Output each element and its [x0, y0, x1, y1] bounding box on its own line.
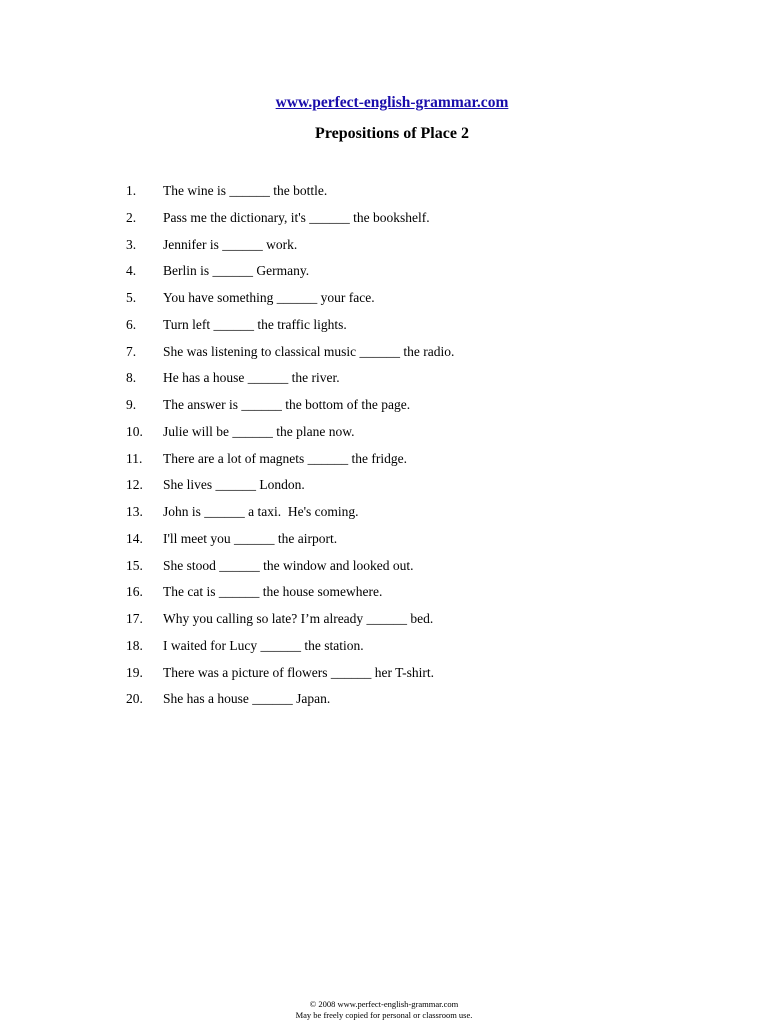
exercise-sentence: Turn left ______ the traffic lights.: [163, 316, 347, 332]
exercise-item: [0, 316, 700, 343]
exercise-number: 15.: [126, 557, 143, 573]
exercise-sentence: I waited for Lucy ______ the station.: [163, 637, 364, 653]
exercise-item: [0, 289, 700, 316]
exercise-item: [0, 690, 700, 717]
exercise-number: 20.: [126, 691, 143, 707]
exercise-item: [0, 637, 700, 664]
exercise-sentence: The answer is ______ the bottom of the page.: [163, 397, 411, 412]
exercise-item: [0, 664, 700, 691]
exercise-sentence: You have something ______ your face.: [163, 290, 375, 305]
exercise-number: 16.: [126, 584, 143, 600]
exercise-sentence: John is ______ a taxi. He's coming.: [163, 504, 359, 519]
exercise-item: [0, 476, 700, 503]
exercise-sentence: He has a house ______ the river.: [163, 370, 340, 386]
exercise-item: [0, 450, 700, 477]
exercise-item: [0, 182, 700, 209]
exercise-number: 8.: [126, 370, 137, 386]
exercise-item: [0, 262, 700, 289]
exercise-number: 10.: [126, 423, 143, 439]
exercise-item: [0, 583, 700, 610]
exercise-number: 11.: [126, 450, 143, 466]
exercise-number: 6.: [126, 316, 137, 332]
exercise-list: [0, 182, 700, 717]
exercise-number: 19.: [126, 664, 143, 680]
exercise-sentence: She stood ______ the window and looked out.: [163, 557, 414, 573]
exercise-number: 4.: [126, 263, 137, 279]
exercise-sentence: She lives ______ London.: [163, 477, 305, 493]
exercise-sentence: Berlin is ______ Germany.: [163, 263, 310, 279]
exercise-number: 12.: [126, 477, 143, 493]
exercise-sentence: The wine is ______ the bottle.: [163, 183, 328, 198]
exercise-number: 3.: [126, 236, 137, 252]
exercise-number: 2.: [126, 209, 137, 225]
exercise-number: 9.: [126, 397, 137, 412]
exercise-item: [0, 396, 700, 423]
exercise-item: [0, 423, 700, 450]
exercise-item: [0, 610, 700, 637]
page-title: Prepositions of Place 2: [315, 125, 469, 142]
exercise-number: 18.: [126, 637, 143, 653]
exercise-number: 14.: [126, 530, 143, 546]
exercise-sentence: Why you calling so late? I’m already ______ bed.: [163, 611, 434, 626]
exercise-sentence: I'll meet you ______ the airport.: [163, 530, 338, 546]
exercise-number: 13.: [126, 504, 143, 519]
site-link[interactable]: www.perfect-english-grammar.com: [275, 94, 509, 111]
exercise-sentence: Jennifer is ______ work.: [163, 236, 298, 252]
exercise-sentence: The cat is ______ the house somewhere.: [163, 584, 383, 600]
exercise-item: [0, 530, 700, 557]
exercise-sentence: She has a house ______ Japan.: [163, 691, 331, 707]
exercise-sentence: She was listening to classical music ______ the radio.: [163, 343, 455, 359]
exercise-number: 17.: [126, 611, 143, 626]
exercise-item: [0, 557, 700, 584]
exercise-sentence: There was a picture of flowers ______ her T-shirt.: [163, 664, 435, 680]
exercise-sentence: Pass me the dictionary, it's ______ the bookshelf.: [163, 209, 430, 225]
footer-notice: May be freely copied for personal or classroom use.: [295, 1010, 473, 1020]
exercise-sentence: There are a lot of magnets ______ the fridge.: [163, 450, 408, 466]
exercise-sentence: Julie will be ______ the plane now.: [163, 423, 355, 439]
exercise-item: [0, 343, 700, 370]
exercise-item: [0, 369, 700, 396]
exercise-item: [0, 236, 700, 263]
exercise-number: 1.: [126, 183, 137, 198]
exercise-number: 7.: [126, 343, 137, 359]
exercise-item: [0, 503, 700, 530]
footer-copyright: © 2008 www.perfect-english-grammar.com: [309, 999, 459, 1009]
exercise-item: [0, 209, 700, 236]
exercise-number: 5.: [126, 290, 137, 305]
footer: [0, 999, 768, 1021]
